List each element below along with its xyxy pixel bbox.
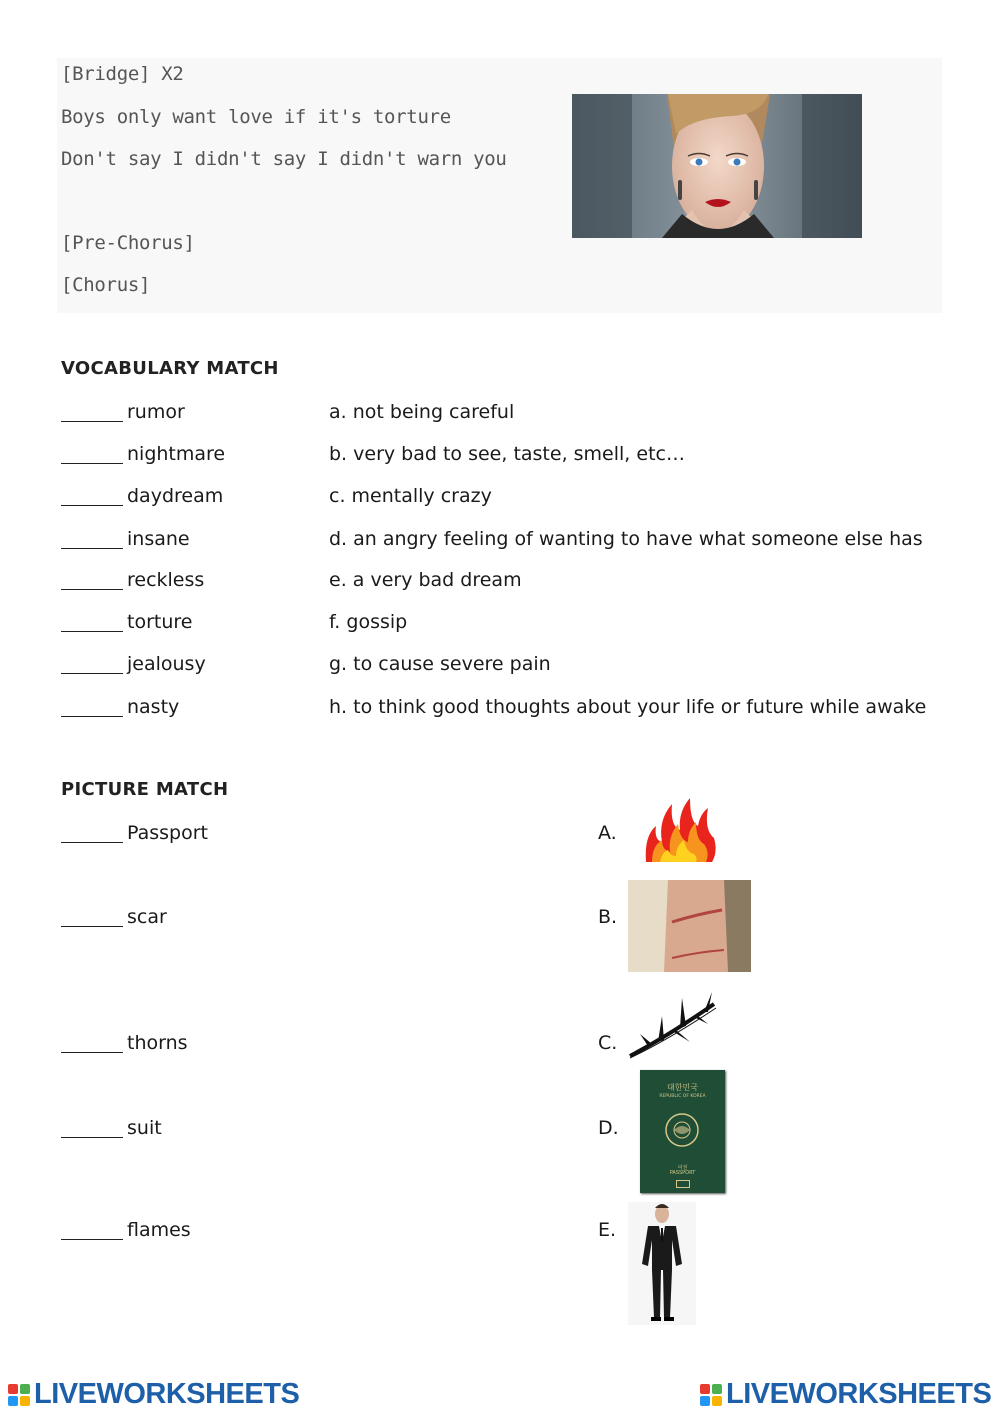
passport-word: PASSPORT: [669, 1170, 696, 1176]
vocab-definition: f. gossip: [329, 611, 408, 633]
vocab-word: nightmare: [127, 443, 226, 465]
lyric-line: [Chorus]: [61, 274, 151, 296]
answer-blank[interactable]: [61, 505, 123, 506]
picture-word: thorns: [127, 1032, 188, 1054]
vocab-definition: e. a very bad dream: [329, 569, 522, 591]
passport-korean-word: 여권: [677, 1165, 688, 1171]
answer-blank[interactable]: [61, 1137, 123, 1138]
answer-blank[interactable]: [61, 926, 123, 927]
lyric-line: [Pre-Chorus]: [61, 232, 195, 254]
vocab-word: daydream: [127, 485, 224, 507]
answer-blank[interactable]: [61, 673, 123, 674]
vocab-definition: h. to think good thoughts about your life or future while awake: [329, 696, 927, 718]
lyric-line: Don't say I didn't say I didn't warn you: [61, 148, 507, 170]
answer-blank[interactable]: [61, 842, 123, 843]
footer-logo-left: [8, 1378, 299, 1411]
vocab-word: torture: [127, 611, 193, 633]
picture-word: Passport: [127, 822, 208, 844]
vocab-word: jealousy: [127, 653, 206, 675]
scar-picture: [628, 880, 751, 972]
lyric-line: [Bridge] X2: [61, 63, 184, 85]
answer-blank[interactable]: [61, 421, 123, 422]
vocabulary-heading: VOCABULARY MATCH: [61, 358, 279, 379]
vocab-word: nasty: [127, 696, 180, 718]
answer-blank[interactable]: [61, 631, 123, 632]
passport-country: REPUBLIC OF KOREA: [659, 1094, 706, 1099]
liveworksheets-logo-icon: [8, 1384, 30, 1406]
picture-letter: A.: [598, 822, 617, 844]
answer-blank[interactable]: [61, 548, 123, 549]
footer-logo-right: [700, 1378, 991, 1411]
answer-blank[interactable]: [61, 716, 123, 717]
picture-letter: C.: [598, 1032, 618, 1054]
vocab-word: reckless: [127, 569, 205, 591]
flames-picture: [642, 796, 718, 866]
answer-blank[interactable]: [61, 1239, 123, 1240]
passport-korean-title: 대한민국: [667, 1083, 698, 1092]
picture-letter: E.: [598, 1219, 617, 1241]
thorns-picture: [628, 992, 718, 1062]
vocab-word: rumor: [127, 401, 185, 423]
lyric-line: Boys only want love if it's torture: [61, 106, 451, 128]
vocab-definition: d. an angry feeling of wanting to have what someone else has: [329, 528, 923, 550]
picture-word: suit: [127, 1117, 162, 1139]
answer-blank[interactable]: [61, 1052, 123, 1053]
picture-letter: D.: [598, 1117, 619, 1139]
singer-photo: [572, 94, 862, 238]
vocab-definition: a. not being careful: [329, 401, 515, 423]
picture-word: flames: [127, 1219, 191, 1241]
vocab-definition: c. mentally crazy: [329, 485, 492, 507]
picture-heading: PICTURE MATCH: [61, 779, 229, 800]
answer-blank[interactable]: [61, 463, 123, 464]
emblem-icon: [662, 1108, 702, 1152]
footer-logo-text: LIVEWORKSHEETS: [34, 1378, 300, 1410]
vocab-definition: b. very bad to see, taste, smell, etc…: [329, 443, 685, 465]
liveworksheets-logo-icon: [700, 1384, 722, 1406]
footer-logo-text: LIVEWORKSHEETS: [726, 1378, 992, 1410]
picture-word: scar: [127, 906, 167, 928]
vocab-word: insane: [127, 528, 190, 550]
vocab-definition: g. to cause severe pain: [329, 653, 551, 675]
suit-picture: [628, 1202, 696, 1325]
chip-icon: [676, 1180, 690, 1188]
passport-picture: [640, 1070, 725, 1193]
answer-blank[interactable]: [61, 589, 123, 590]
picture-letter: B.: [598, 906, 618, 928]
